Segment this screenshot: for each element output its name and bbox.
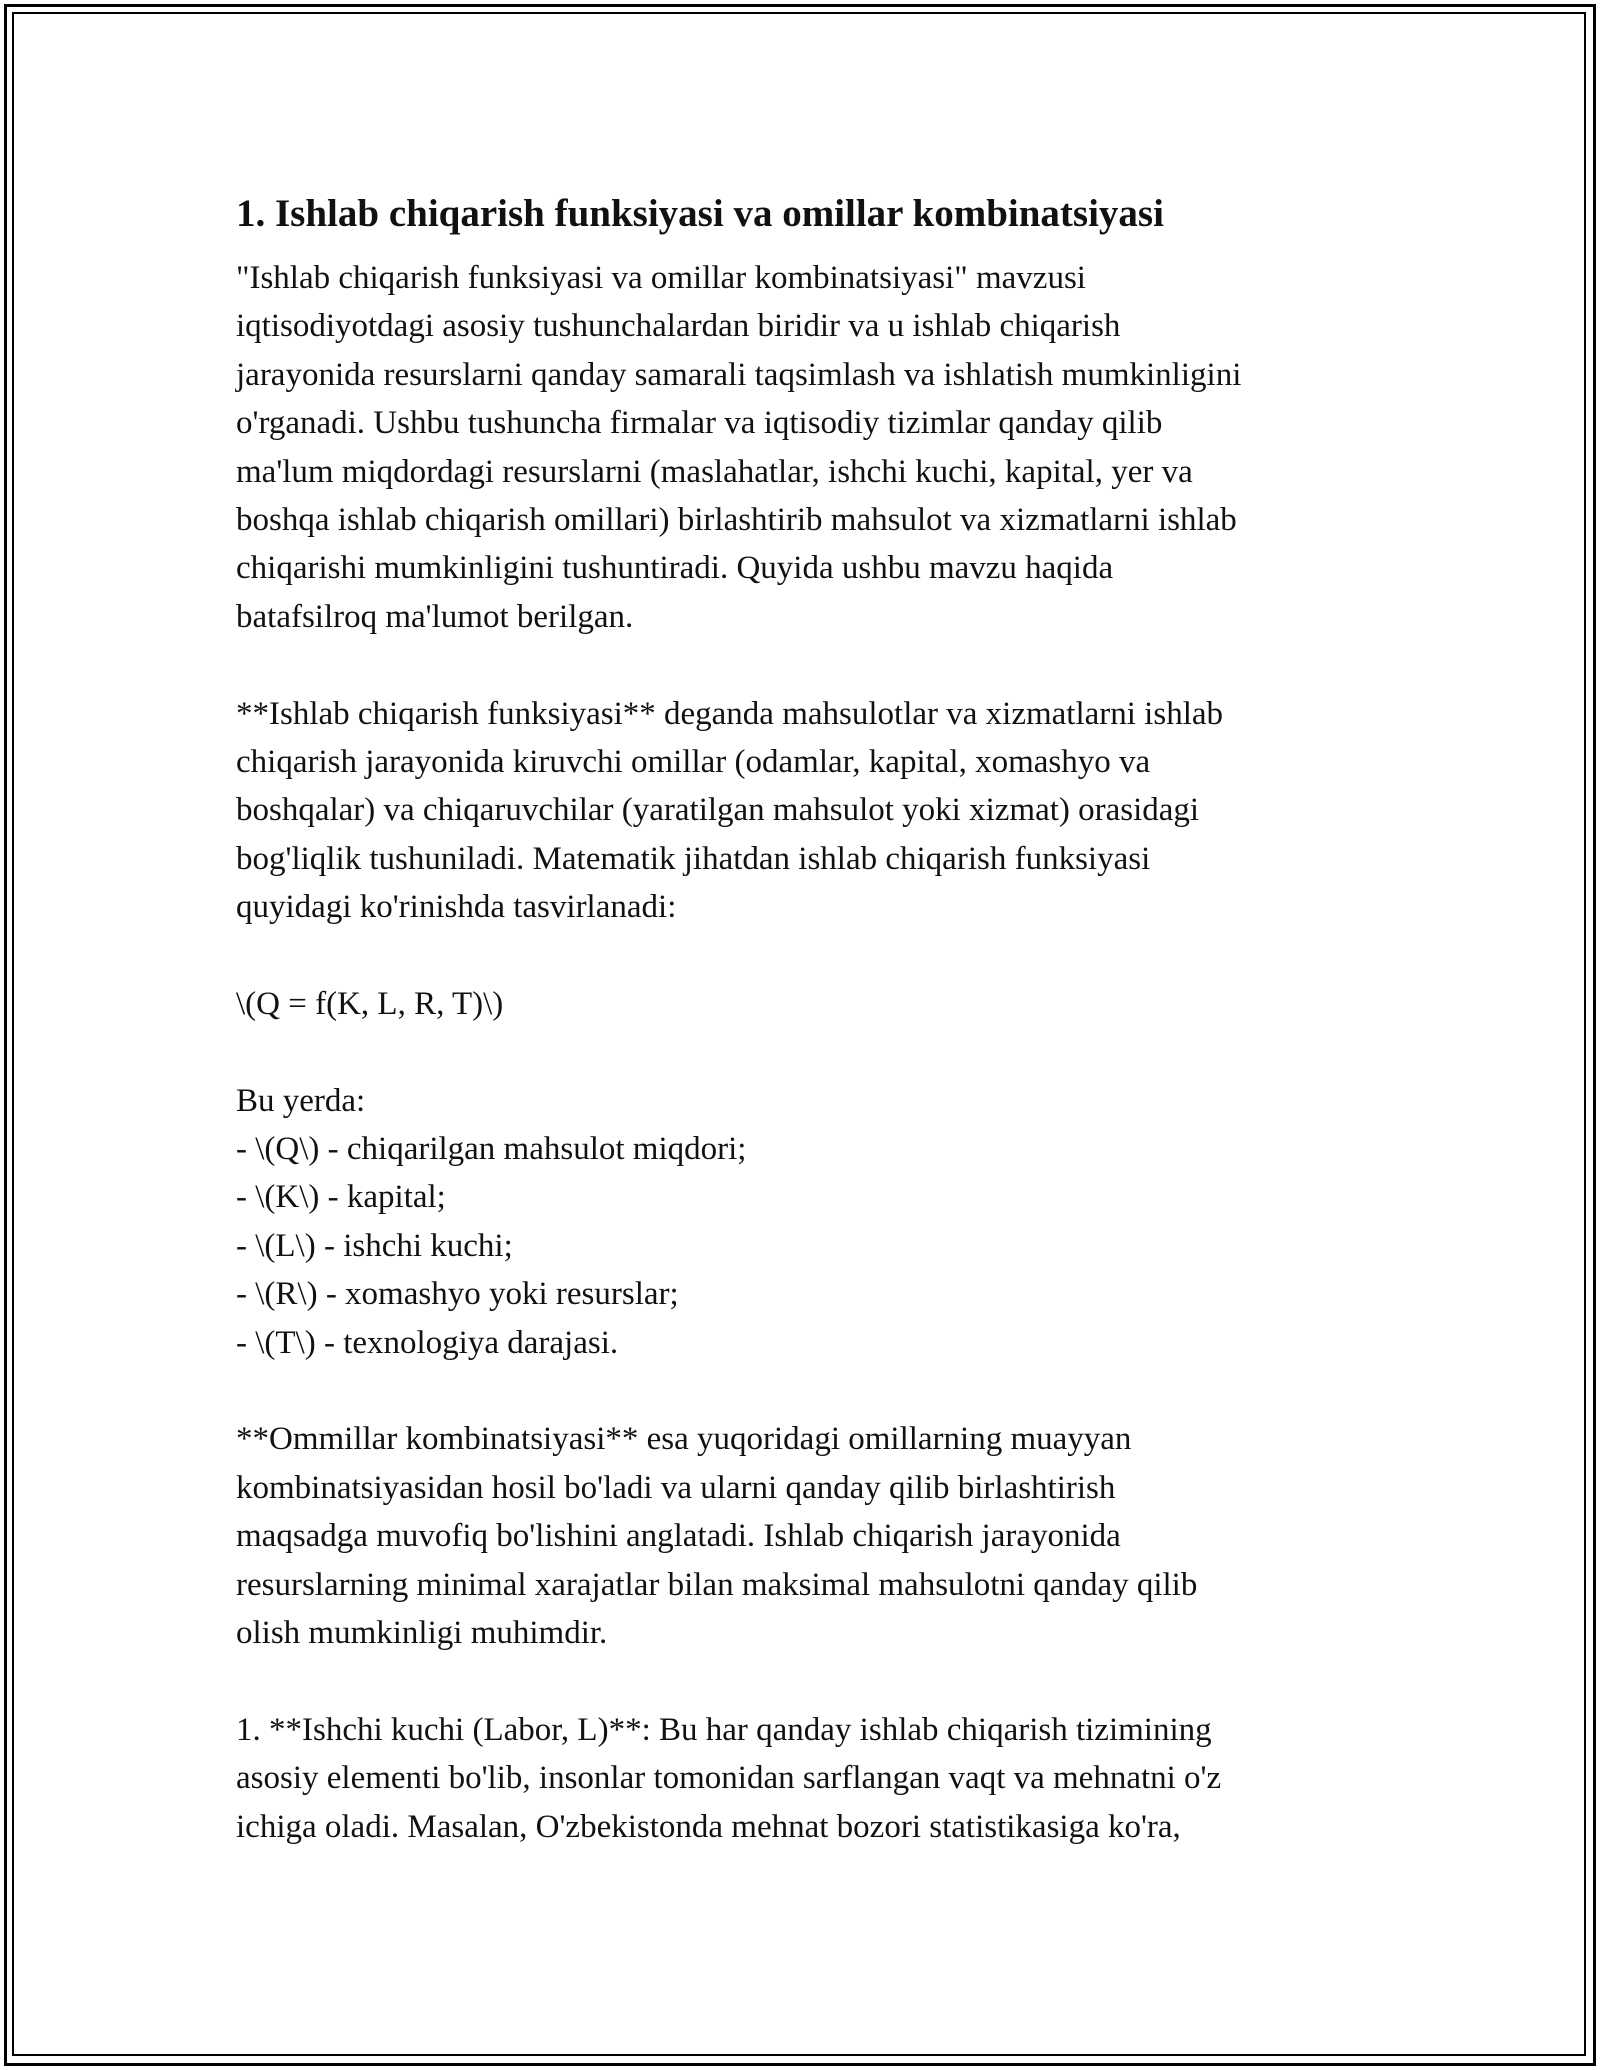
blank-line (236, 1028, 1366, 1076)
text-line: chiqarishi mumkinligini tushuntiradi. Quyida ushbu mavzu haqida (236, 550, 1114, 587)
text-line: boshqalar) va chiqaruvchilar (yaratilgan mahsulot yoki xizmat) orasidagi (236, 792, 1200, 829)
text-line: boshqa ishlab chiqarish omillari) birlashtirib mahsulot va xizmatlarni ishlab (236, 501, 1237, 538)
text-line: resurslarning minimal xarajatlar bilan maksimal mahsulotni qanday qilib (236, 1566, 1198, 1603)
text-line: bog'liqlik tushuniladi. Matematik jihatdan ishlab chiqarish funksiyasi (236, 840, 1151, 877)
text-line: iqtisodiyotdagi asosiy tushunchalardan biridir va u ishlab chiqarish (236, 308, 1121, 345)
text-line: - \(T\) - texnologiya darajasi. (236, 1324, 619, 1361)
blank-line (236, 931, 1366, 979)
text-line: o'rganadi. Ushbu tushuncha firmalar va iqtisodiy tizimlar qanday qilib (236, 405, 1163, 442)
text-line: "Ishlab chiqarish funksiyasi va omillar kombinatsiyasi" mavzusi (236, 260, 1086, 296)
text-line: batafsilroq ma'lumot berilgan. (236, 598, 634, 635)
section-heading: 1. Ishlab chiqarish funksiyasi va omillar kombinatsiyasi (236, 192, 1164, 235)
text-line: - \(R\) - xomashyo yoki resurslar; (236, 1276, 679, 1313)
blank-line (236, 1657, 1366, 1705)
text-line: - \(Q\) - chiqarilgan mahsulot miqdori; (236, 1131, 747, 1168)
text-line: maqsadga muvofiq bo'lishini anglatadi. Ishlab chiqarish jarayonida (236, 1518, 1121, 1555)
document-body (236, 254, 1366, 1851)
text-line: kombinatsiyasidan hosil bo'ladi va ularni qanday qilib birlashtirish (236, 1469, 1116, 1506)
text-line: jarayonida resurslarni qanday samarali taqsimlash va ishlatish mumkinligini (236, 356, 1242, 393)
blank-line (236, 641, 1366, 689)
text-line: **Ishlab chiqarish funksiyasi** deganda mahsulotlar va xizmatlarni ishlab (236, 695, 1224, 732)
text-line: olish mumkinligi muhimdir. (236, 1614, 608, 1651)
text-line: Bu yerda: (236, 1082, 366, 1119)
blank-line (236, 1367, 1366, 1415)
document-page (236, 186, 1366, 1851)
text-line: - \(K\) - kapital; (236, 1179, 446, 1216)
text-line: 1. **Ishchi kuchi (Labor, L)**: Bu har qanday ishlab chiqarish tizimining (236, 1711, 1212, 1748)
text-line: chiqarish jarayonida kiruvchi omillar (odamlar, kapital, xomashyo va (236, 743, 1151, 780)
text-line: ma'lum miqdordagi resurslarni (maslahatlar, ishchi kuchi, kapital, yer va (236, 453, 1193, 490)
text-line: asosiy elementi bo'lib, insonlar tomonidan sarflangan vaqt va mehnatni o'z (236, 1760, 1222, 1797)
text-line: - \(L\) - ishchi kuchi; (236, 1227, 513, 1264)
text-line: quyidagi ko'rinishda tasvirlanadi: (236, 889, 677, 926)
text-line: ichiga oladi. Masalan, O'zbekistonda mehnat bozori statistikasiga ko'ra, (236, 1808, 1181, 1845)
text-line: **Ommillar kombinatsiyasi** esa yuqoridagi omillarning muayyan (236, 1421, 1132, 1458)
text-line: \(Q = f(K, L, R, T)\) (236, 985, 504, 1022)
